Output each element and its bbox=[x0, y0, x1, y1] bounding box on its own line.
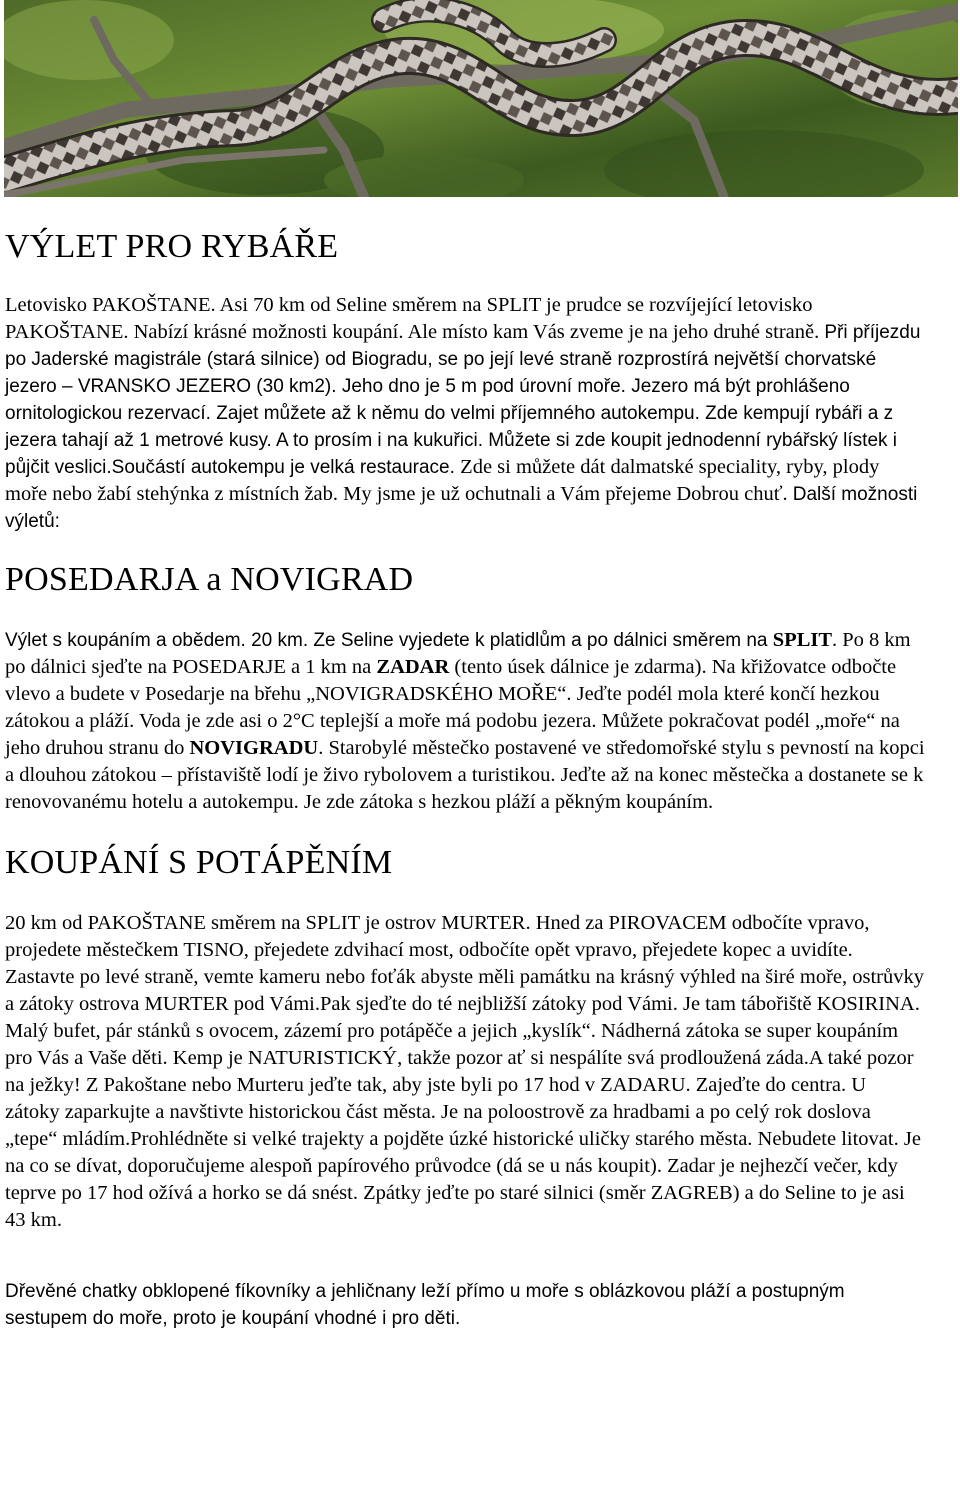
article bbox=[5, 222, 925, 1332]
text-run: . Starobylé městečko postavené ve středomořské stylu s pevností na kopci a dlouhou zátokou – přístaviště lodí je živo rybolovem a turistikou. Jeďte až na konec městečka a dostanete se k renovovanému hotelu a autokempu. Je zde zátoka s hezkou pláží a pěkným koupáním. bbox=[5, 737, 925, 813]
text-run: Zde si můžete dát dalmatské speciality, ryby, plody moře nebo žabí stehýnka z místních žab. My jsme je už ochutnali a Vám přejeme Dobrou chuť. bbox=[5, 456, 880, 505]
text-run: . Po 8 km po dálnici sjeďte na POSEDARJE a 1 km na bbox=[5, 629, 911, 678]
text-run: Výlet s koupáním a obědem. 20 km. Ze Seline vyjedete k platidlům a po dálnici směrem na bbox=[5, 630, 773, 651]
section-heading-posedarja-novigrad: POSEDARJA a NOVIGRAD bbox=[5, 561, 414, 598]
text-run: Letovisko PAKOŠTANE. Asi 70 km od Seline směrem na SPLIT je prudce se rozvíjející letovisko PAKOŠTANE. Nabízí krásné možnosti koupání. Ale místo kam Vás zveme je na jeho druhé straně. bbox=[5, 294, 825, 343]
section-text-fishing-trip bbox=[5, 292, 925, 535]
text-run-bold: SPLIT bbox=[772, 629, 833, 651]
text-run: Další možnosti výletů: bbox=[5, 484, 918, 532]
section-text-swimming-diving bbox=[5, 910, 925, 1234]
text-run: 20 km od PAKOŠTANE směrem na SPLIT je ostrov MURTER. Hned za PIROVACEM odbočíte vpravo, projedete městečkem TISNO, přejedete zdvihací most, odbočíte opět vpravo, přejedete kopec a uvidíte. Zastavte po levé straně, vemte kameru nebo foťák abyste měli památku na krásný výhled na širé moře, ostrůvky a zátoky ostrova MURTER pod Vámi.Pak sjeďte do té nejbližší zátoky pod Vámi. Je tam tábořiště KOSIRINA. Malý bufet, pár stánků s ovocem, zázemí pro potápěče a jejich „kyslík“. Nádherná zátoka se super koupáním pro Vás a Vaše děti. Kemp je NATURISTICKÝ, takže pozor ať si nespálíte svá prodloužená záda.A také pozor na ježky! Z Pakoštane nebo Murteru jeďte tak, aby jste byli po 17 hod v ZADARU. Zajeďte do centra. U zátoky zaparkujte a navštivte historickou část města. Je na poloostrově za hradbami a po celý rok doslova „tepe“ mládím.Prohlédněte si velké trajekty a pojděte úzké historické uličky starého města. Nebudete litovat. Je na co se dívat, doporučujeme alespoň papírového průvodce (dá se u nás koupit). Zadar je nejhezčí večer, kdy teprve po 17 hod ožívá a horko se dá snést. Zpátky jeďte po staré silnici (směr ZAGREB) a do Seline to je asi 43 km. bbox=[5, 912, 925, 1231]
section-heading-swimming-diving: KOUPÁNÍ S POTÁPĚNÍM bbox=[5, 844, 393, 881]
text-run-bold: ZADAR bbox=[376, 656, 450, 678]
text-run: (tento úsek dálnice je zdarma). Na křižovatce odbočte vlevo a budete v Posedarje na břehu „NOVIGRADSKÉHO MOŘE“. Jeďte podél mola které končí hezkou zátokou a pláží. Voda je zde asi o 2°C teplejší a moře má podobu jezera. Můžete pokračovat podél „moře“ na jeho druhou stranu do bbox=[5, 656, 900, 759]
section-heading-fishing-trip: VÝLET PRO RYBÁŘE bbox=[5, 228, 339, 265]
closing-paragraph: Dřevěné chatky obklopené fíkovníky a jehličnany leží přímo u moře s oblázkovou pláží a postupným sestupem do moře, proto je koupání vhodné i pro děti. bbox=[5, 1281, 845, 1329]
text-run-bold: NOVIGRADU bbox=[189, 737, 319, 759]
section-text-posedarja-novigrad bbox=[5, 627, 925, 816]
text-run: Při příjezdu po Jaderské magistrále (stará silnice) od Biogradu, se po její levé straně rozprostírá největší chorvatské jezero – VRANSKO JEZERO (30 km2). Jeho dno je 5 m pod úrovní moře. Jezero má být prohlášeno ornitologickou rezervací. Zajet můžete až k němu do velmi příjemného autokempu. Zde kempují rybáři a z jezera tahají až 1 metrové kusy. A to prosím i na kukuřici. Můžete si zde koupit jednodenní rybářský lístek i půjčit veslici.Součástí autokempu je velká restaurace. bbox=[5, 322, 921, 478]
hero-photo-snake-on-branch bbox=[4, 0, 958, 197]
snake-photo-illustration bbox=[4, 0, 958, 197]
